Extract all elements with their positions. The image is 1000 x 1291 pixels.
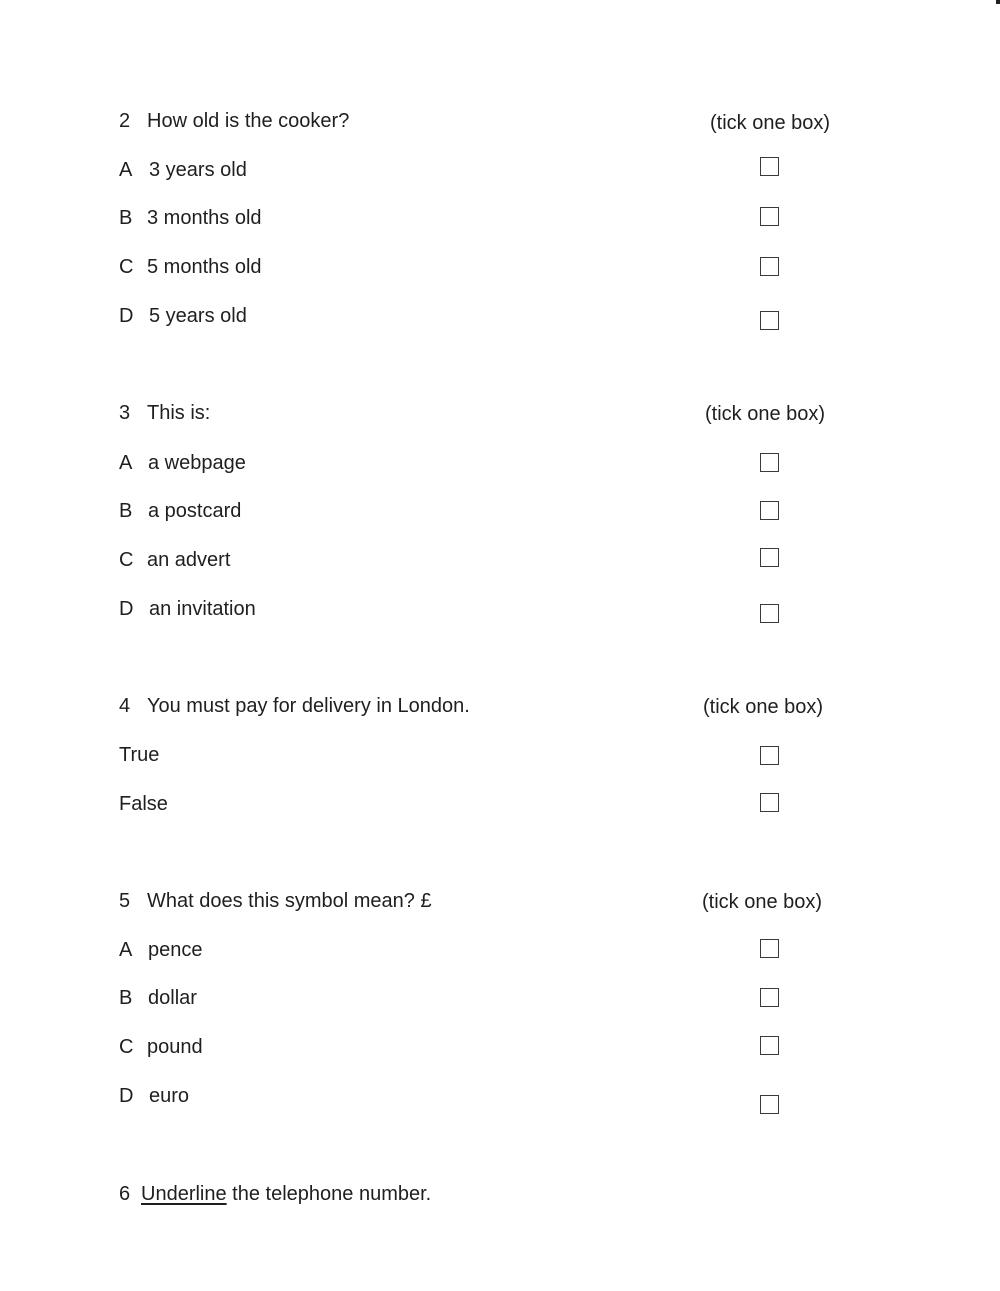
option-text: False bbox=[119, 793, 168, 815]
option-letter: C bbox=[119, 549, 134, 571]
tick-box[interactable] bbox=[760, 501, 779, 520]
scan-mark bbox=[996, 0, 1000, 4]
tick-box[interactable] bbox=[760, 311, 779, 330]
option-letter: C bbox=[119, 1036, 134, 1058]
underlined-word: Underline bbox=[141, 1183, 227, 1205]
question-text: How old is the cooker? bbox=[147, 110, 350, 132]
tick-box[interactable] bbox=[760, 207, 779, 226]
tick-instruction: (tick one box) bbox=[703, 696, 824, 718]
question-text: You must pay for delivery in London. bbox=[147, 695, 470, 717]
question-number: 4 bbox=[119, 695, 131, 717]
option-text: 5 months old bbox=[147, 256, 262, 278]
option-letter: A bbox=[119, 452, 133, 474]
option-letter: D bbox=[119, 1085, 134, 1107]
option-letter: D bbox=[119, 598, 134, 620]
option-letter: A bbox=[119, 159, 133, 181]
option-letter: A bbox=[119, 939, 133, 961]
option-text: pence bbox=[148, 939, 203, 961]
question-rest: the telephone number. bbox=[232, 1183, 432, 1205]
question-number: 6 bbox=[119, 1183, 131, 1205]
question-text bbox=[141, 1182, 431, 1206]
tick-box[interactable] bbox=[760, 746, 779, 765]
option-text: 3 years old bbox=[149, 159, 247, 181]
tick-box[interactable] bbox=[760, 988, 779, 1007]
option-text: a postcard bbox=[148, 500, 242, 522]
tick-box[interactable] bbox=[760, 604, 779, 623]
option-letter: C bbox=[119, 256, 134, 278]
tick-box[interactable] bbox=[760, 453, 779, 472]
tick-box[interactable] bbox=[760, 793, 779, 812]
option-letter: D bbox=[119, 305, 134, 327]
option-text: 3 months old bbox=[147, 207, 262, 229]
option-text: a webpage bbox=[148, 452, 246, 474]
tick-box[interactable] bbox=[760, 939, 779, 958]
option-letter: B bbox=[119, 500, 133, 522]
option-text: 5 years old bbox=[149, 305, 247, 327]
tick-box[interactable] bbox=[760, 1095, 779, 1114]
option-text: euro bbox=[149, 1085, 190, 1107]
question-number: 3 bbox=[119, 402, 131, 424]
option-letter: B bbox=[119, 207, 133, 229]
tick-instruction: (tick one box) bbox=[710, 112, 831, 134]
tick-instruction: (tick one box) bbox=[702, 891, 823, 913]
tick-instruction: (tick one box) bbox=[705, 403, 826, 425]
option-text: an advert bbox=[147, 549, 231, 571]
option-text: dollar bbox=[148, 987, 197, 1009]
question-number: 5 bbox=[119, 890, 131, 912]
tick-box[interactable] bbox=[760, 257, 779, 276]
question-text: What does this symbol mean? £ bbox=[147, 890, 432, 912]
tick-box[interactable] bbox=[760, 1036, 779, 1055]
question-number: 2 bbox=[119, 110, 131, 132]
option-text: pound bbox=[147, 1036, 203, 1058]
option-text: True bbox=[119, 744, 160, 766]
question-text: This is: bbox=[147, 402, 211, 424]
option-letter: B bbox=[119, 987, 133, 1009]
tick-box[interactable] bbox=[760, 157, 779, 176]
option-text: an invitation bbox=[149, 598, 256, 620]
tick-box[interactable] bbox=[760, 548, 779, 567]
